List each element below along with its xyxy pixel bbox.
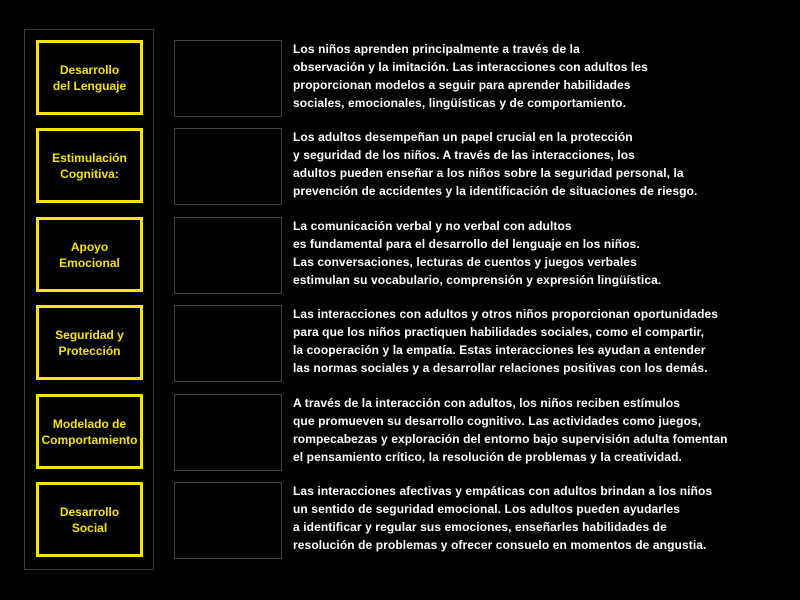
tile-label: Estimulación Cognitiva: — [52, 150, 127, 181]
drop-slot-1[interactable] — [174, 40, 282, 117]
drop-slot-4[interactable] — [174, 305, 282, 382]
description-line: un sentido de seguridad emocional. Los adultos pueden ayudarles — [293, 502, 681, 516]
drop-slot-5[interactable] — [174, 394, 282, 471]
description-line: La comunicación verbal y no verbal con adultos — [293, 219, 572, 233]
draggable-tile-desarrollo-del-lenguaje[interactable] — [36, 40, 143, 115]
description-line: la cooperación y la empatía. Estas interacciones les ayudan a entender — [293, 343, 706, 357]
description-line: a identificar y regular sus emociones, enseñarles habilidades de — [293, 520, 667, 534]
drop-slot-3[interactable] — [174, 217, 282, 294]
description-line: Los niños aprenden principalmente a través de la — [293, 42, 580, 56]
description-line: y seguridad de los niños. A través de las interacciones, los — [293, 148, 635, 162]
draggable-tile-seguridad-y-proteccion[interactable] — [36, 305, 143, 380]
description-line: Las interacciones con adultos y otros niños proporcionan oportunidades — [293, 307, 719, 321]
description-line: Los adultos desempeñan un papel crucial en la protección — [293, 130, 633, 144]
description-line: rompecabezas y exploración del entorno bajo supervisión adulta fomentan — [293, 432, 728, 446]
tile-label: Desarrollo Social — [59, 504, 120, 535]
description-3 — [293, 217, 793, 289]
draggable-tile-modelado-de-comportamiento[interactable] — [36, 394, 143, 469]
description-line: es fundamental para el desarrollo del lenguaje en los niños. — [293, 237, 640, 251]
description-line: A través de la interacción con adultos, los niños reciben estímulos — [293, 396, 681, 410]
drop-slot-6[interactable] — [174, 482, 282, 559]
draggable-tile-apoyo-emocional[interactable] — [36, 217, 143, 292]
description-line: resolución de problemas y ofrecer consuelo en momentos de angustia. — [293, 538, 707, 552]
description-line: que promueven su desarrollo cognitivo. Las actividades como juegos, — [293, 414, 702, 428]
description-line: proporcionan modelos a seguir para aprender habilidades — [293, 78, 631, 92]
description-line: Las conversaciones, lecturas de cuentos y juegos verbales — [293, 255, 637, 269]
tile-label: Seguridad y Protección — [55, 327, 124, 358]
description-5 — [293, 394, 793, 466]
tile-label: Desarrollo del Lenguaje — [52, 62, 127, 93]
description-line: el pensamiento crítico, la resolución de problemas y la creatividad. — [293, 450, 682, 464]
description-6 — [293, 482, 793, 554]
description-4 — [293, 305, 793, 377]
description-line: observación y la imitación. Las interacciones con adultos les — [293, 60, 648, 74]
description-line: para que los niños practiquen habilidades sociales, como el compartir, — [293, 325, 705, 339]
description-line: Las interacciones afectivas y empáticas con adultos brindan a los niños — [293, 484, 713, 498]
tile-label: Modelado de Comportamiento — [41, 416, 138, 447]
drop-slot-2[interactable] — [174, 128, 282, 205]
description-line: las normas sociales y a desarrollar relaciones positivas con los demás. — [293, 361, 708, 375]
tile-label: Apoyo Emocional — [59, 239, 120, 270]
description-2 — [293, 128, 793, 200]
description-line: sociales, emocionales, lingüísticas y de comportamiento. — [293, 96, 627, 110]
tile-bank — [24, 29, 154, 570]
draggable-tile-estimulacion-cognitiva[interactable] — [36, 128, 143, 203]
draggable-tile-desarrollo-social[interactable] — [36, 482, 143, 557]
description-line: adultos pueden enseñar a los niños sobre la seguridad personal, la — [293, 166, 684, 180]
description-line: prevención de accidentes y la identificación de situaciones de riesgo. — [293, 184, 698, 198]
description-1 — [293, 40, 793, 112]
description-line: estimulan su vocabulario, comprensión y expresión lingüística. — [293, 273, 662, 287]
